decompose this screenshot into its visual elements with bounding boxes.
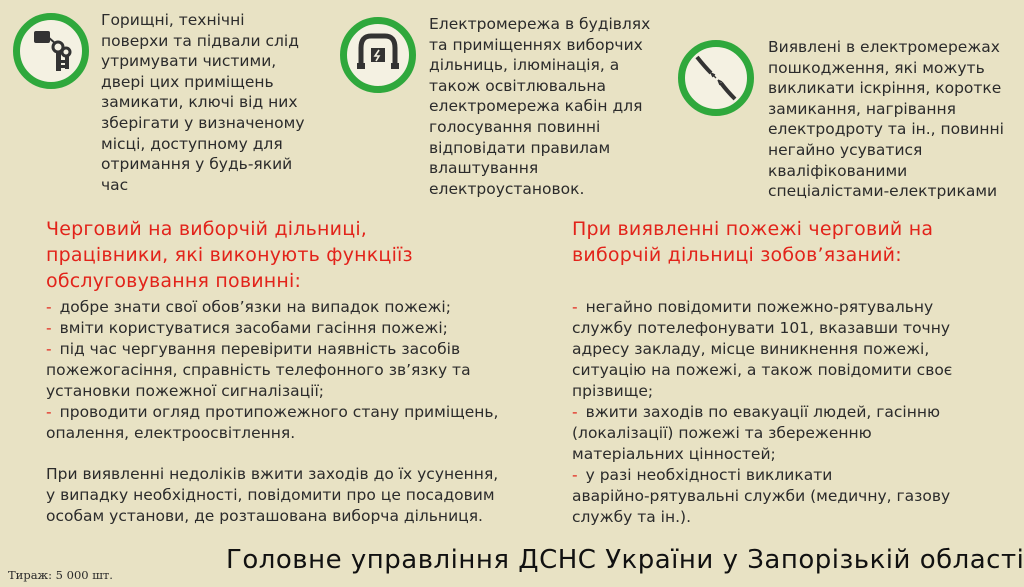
keys-icon xyxy=(13,13,89,89)
damaged-wire-icon xyxy=(678,40,754,116)
list-item: - негайно повідомити пожежно-рятувальну службу потелефонувати 101, вказавши точну адресу закладу, місце виникнення пожежі, ситуацію на пожежі, а також повідомити своє прізвище; xyxy=(572,298,953,400)
list-item: - проводити огляд протипожежного стану приміщень, опалення, електроосвітлення. xyxy=(46,403,499,442)
left-section-heading: Черговий на виборчій дільниці, працівники, які виконують функціїз обслуговування повинні: xyxy=(46,218,413,292)
list-item: - добре знати свої обов’язки на випадок пожежі; xyxy=(46,298,451,316)
electric-cable-icon xyxy=(340,17,416,93)
right-section-heading: При виявленні пожежі черговий на виборчій дільниці зобов’язаний: xyxy=(572,218,934,266)
left-section-note: При виявленні недоліків вжити заходів до їх усунення, у випадку необхідності, повідомити про це посадовим особам установи, де розташована виборча дільниця. xyxy=(46,465,499,525)
list-item: - вжити заходів по евакуації людей, гасінню (локалізації) пожежі та збереженню матеріальних цінностей; xyxy=(572,403,941,463)
list-item: - вміти користуватися засобами гасіння пожежі; xyxy=(46,319,448,337)
list-item: - під час чергування перевірити наявність засобів пожежогасіння, справність телефонного зв’язку та установки пожежної сигналізації; xyxy=(46,340,471,400)
organization-title: Головне управління ДСНС України у Запорізькій області xyxy=(226,545,1024,575)
right-duties-list xyxy=(572,297,1012,528)
tip-storage-text: Горищні, технічні поверхи та підвали слід утримувати чистими, двері цих приміщень замикати, ключі від них зберігати у визначеному місці, доступному для отримання у будь-який час xyxy=(101,11,305,194)
tip-damage-text: Виявлені в електромережах пошкодження, які можуть викликати іскріння, коротке замикання, нагрівання електродроту та ін., повинні негайно усуватися кваліфікованими спеціалістами-електриками xyxy=(768,38,1004,201)
tip-electric-network-text: Електромережа в будівлях та приміщеннях виборчих дільниць, ілюмінація, а також освітлювальна електромережа кабін для голосування повинні відповідати правилам влаштування електроустановок. xyxy=(429,15,651,198)
print-run-label: Тираж: 5 000 шт. xyxy=(8,568,113,582)
left-duties-list xyxy=(46,297,516,444)
list-item: - у разі необхідності викликати аварійно-рятувальні служби (медичну, газову службу та ін.). xyxy=(572,466,951,526)
